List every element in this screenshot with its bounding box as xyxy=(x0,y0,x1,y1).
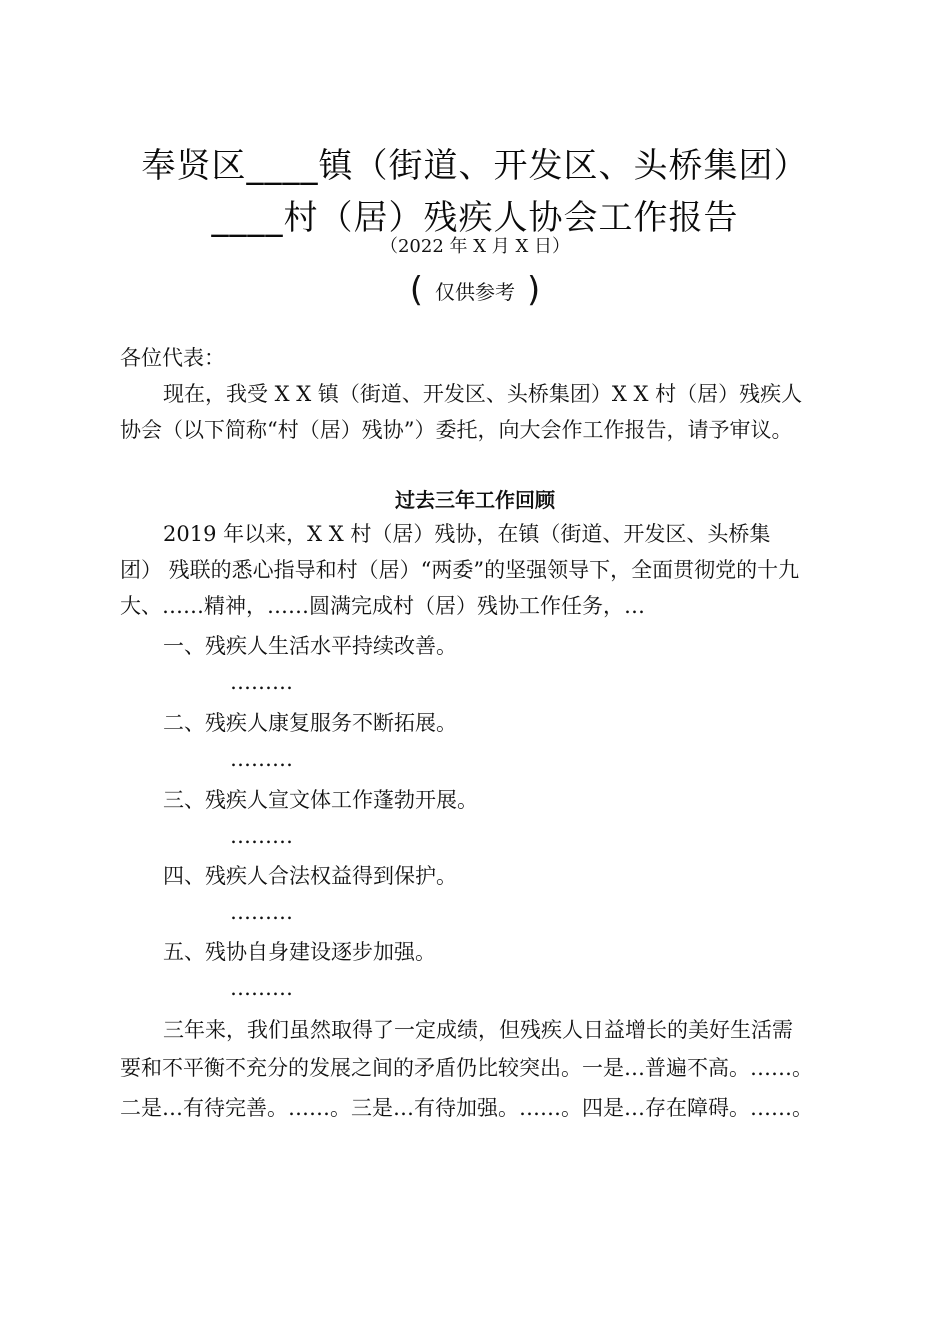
review-line-3: 大、……精神，……圆满完成村（居）残协工作任务，… xyxy=(120,594,645,618)
item-heading-2: 二、残疾人康复服务不断拓展。 xyxy=(163,711,457,735)
item-heading-4: 四、残疾人合法权益得到保护。 xyxy=(163,864,457,888)
report-date: （2022 年 X 月 X 日） xyxy=(379,236,571,257)
intro-line-1: 现在，我受 X X 镇（街道、开发区、头桥集团）X X 村（居）残疾人 xyxy=(163,382,803,406)
section-title: 过去三年工作回顾 xyxy=(395,488,555,512)
item-detail-4: ……… xyxy=(230,900,293,924)
conclusion-line-1: 三年来，我们虽然取得了一定成绩，但残疾人日益增长的美好生活需 xyxy=(163,1018,793,1042)
report-title-line-1: 奉贤区____镇（街道、开发区、头桥集团） xyxy=(141,146,809,186)
review-line-1: 2019 年以来，X X 村（居）残协，在镇（街道、开发区、头桥集 xyxy=(163,522,771,546)
item-heading-1: 一、残疾人生活水平持续改善。 xyxy=(163,634,457,658)
reference-open-paren: ( xyxy=(409,270,423,310)
review-line-2: 团） 残联的悉心指导和村（居）“两委”的坚强领导下，全面贯彻党的十九 xyxy=(120,558,800,582)
item-detail-1: ……… xyxy=(230,670,293,694)
reference-note xyxy=(0,270,950,310)
salutation: 各位代表： xyxy=(120,346,225,370)
conclusion-line-2: 要和不平衡不充分的发展之间的矛盾仍比较突出。一是…普遍不高。……。 xyxy=(120,1056,813,1080)
reference-text: 仅供参考 xyxy=(435,279,515,304)
item-detail-3: ……… xyxy=(230,824,293,848)
item-heading-3: 三、残疾人宣文体工作蓬勃开展。 xyxy=(163,788,478,812)
item-detail-2: ……… xyxy=(230,747,293,771)
item-detail-5: ……… xyxy=(230,976,293,1000)
reference-close-paren: ) xyxy=(527,270,541,310)
item-heading-5: 五、残协自身建设逐步加强。 xyxy=(163,940,436,964)
report-title-line-2: ____村（居）残疾人协会工作报告 xyxy=(211,198,739,238)
conclusion-line-3: 二是…有待完善。……。三是…有待加强。……。四是…存在障碍。……。 xyxy=(120,1096,813,1120)
intro-line-2: 协会（以下简称“村（居）残协”）委托，向大会作工作报告，请予审议。 xyxy=(120,418,793,442)
